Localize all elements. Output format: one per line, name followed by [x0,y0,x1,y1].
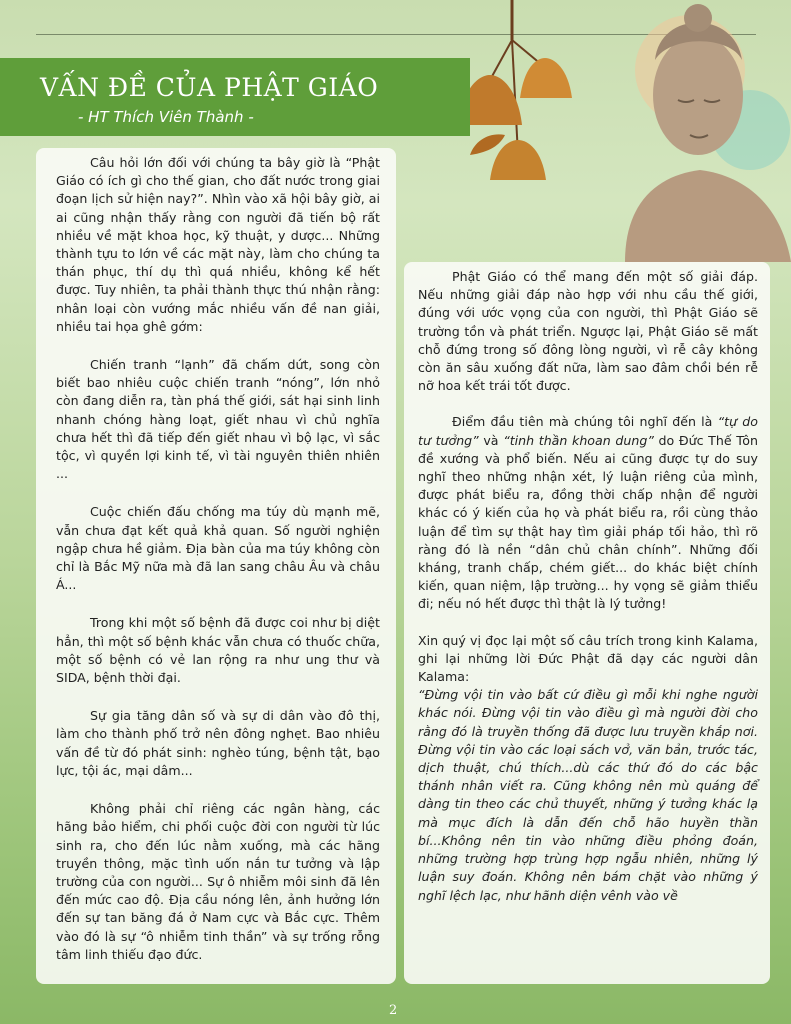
article-title: VẤN ĐỀ CỦA PHẬT GIÁO [40,73,379,102]
text-run: Điểm đầu tiên mà chúng tôi nghĩ đến là [452,414,718,430]
article-author: - HT Thích Viên Thành - [78,108,254,126]
text-run-italic: “tự do tư tưởng” [418,414,758,448]
paragraph: Trong khi một số bệnh đã được coi như bị diệt hẳn, thì một số bệnh khác vẫn chưa có thuốc chữa, một số bệnh có vẻ lan rộng ra như ung thư và SIDA, bệnh thời đại. [56,615,380,686]
paragraph: Sự gia tăng dân số và sự di dân vào đô thị, làm cho thành phố trở nên đông nghẹt. Bao nhiêu vấn đề từ đó phát sinh: nghèo túng, bệnh tật, bạo lực, tội ác, mại dâm... [56,708,380,778]
buddha-bells-illustration [450,0,791,262]
paragraph: Chiến tranh “lạnh” đã chấm dứt, song còn biết bao nhiêu cuộc chiến tranh “nóng”, lớn nhỏ còn đang diễn ra, tàn phá thế giới, sát hại sinh linh nhanh chóng hàng loạt, giết nhau vì chủ nghĩa chưa hết thì đã tiếp đến giết nhau vì bộ lạc, vì sắc tộc, vì quyền lợi kinh tế, vì tài nguyên thiên nhiên ... [56,357,380,482]
paragraph: Không phải chỉ riêng các ngân hàng, các hãng bảo hiểm, chi phối cuộc đời con người từ lúc sinh ra, cho đến lúc nằm xuống, mà các hãng truyền thông, mặc tình uốn nắn tư tưởng và lập trường của con người... Sự ô nhiễm môi sinh đã lên đến mức cao độ. Địa cầu nóng lên, ảnh hưởng lớn đến sự tan băng đá ở Nam cực và Bắc cực. Thêm vào đó là sự “ô nhiễm tinh thần” và sự trống rỗng tâm linh thiếu đạo đức. [56,801,380,962]
page-number: 2 [389,1003,398,1018]
left-text-column [36,148,396,984]
paragraph: Cuộc chiến đấu chống ma túy dù mạnh mẽ, vẫn chưa đạt kết quả khả quan. Số người nghiện ngập chưa hề giảm. Địa bàn của ma túy không còn chỉ là Bắc Mỹ nữa mà đã lan sang châu Âu và châu Á... [56,504,380,593]
kalama-quote: “Đừng vội tin vào bất cứ điều gì mỗi khi nghe người khác nói. Đừng vội tin vào điều gì mà người đời cho rằng đó là truyền thống đã được lưu truyền khắp nơi. Đừng vội tin vào các loại sách vở, văn bản, trước tác, dịch thuật, chú thích...dù các thứ đó do các bậc thánh nhân viết ra. Cũng không nên mù quáng để dàng tin theo các chủ thuyết, những ý tưởng khác lạ mà mục đích là dẫn đến chỗ hão huyền thần bí...Không nên tin vào những điều phỏng đoán, những trường hợp trùng hợp ngẫu nhiên, những lý luận suy đoán. Không nên bám chặt vào những ý nghĩ lệch lạc, như hãnh diện vênh vào về [418,687,758,903]
paragraph [418,413,758,613]
right-text-column [404,262,770,984]
text-run: do Đức Thế Tôn đề xướng và phổ biến. Nếu ai cũng được tự do suy nghĩ theo những nhận xét, lý luận riêng của mình, được phát biểu ra, đồng thời chấp nhận để người khác có ý kiến của họ và phát biểu ra, rồi cùng thảo luận để tìm sự thật hay tìm giải pháp tối hảo, thì rõ ràng đó là nền “dân chủ chân chính”. Những đối kháng, tranh chấp, chém giết... do khác biệt chính kiến, quan niệm, lập trường... hy vọng sẽ giảm thiểu đi; nếu nó hết được thì thật là lý tưởng! [418,432,758,612]
text-run: và [478,432,504,448]
paragraph: Xin quý vị đọc lại một số câu trích trong kinh Kalama, ghi lại những lời Đức Phật đã dạy các người dân Kalama: [418,632,758,685]
text-run-italic: “tinh thần khoan dung” [503,432,654,448]
paragraph: Phật Giáo có thể mang đến một số giải đáp. Nếu những giải đáp nào hợp với nhu cầu thế giới, đúng với ước vọng của con người, thì Phật Giáo sẽ trường tồn và phát triển. Ngược lại, Phật Giáo sẽ mất chỗ đứng trong số đông lòng người, vì rễ cây không còn ăn sâu xuống đất nữa, làm sao đâm chồi bén rễ nỡ hoa kết trái tốt được. [418,269,758,394]
paragraph: Câu hỏi lớn đối với chúng ta bây giờ là “Phật Giáo có ích gì cho thế gian, cho đất nước trong giai đoạn lịch sử hiện nay?”. Nhìn vào xã hội bây giờ, ai ai cũng nhận thấy rằng con người đã tiến bộ rất nhiều về mặt khoa học, kỹ thuật, y dược... Những thành tựu to lớn về các mặt này, làm cho chúng ta thán phục, thí dụ thì quá nhiều, không kể hết được. Tuy nhiên, ta phải thành thực thú nhận rằng: nhân loại còn vướng mắc nhiều vấn đề nan giải, nhiều tai họa ghê gớm: [56,155,380,334]
